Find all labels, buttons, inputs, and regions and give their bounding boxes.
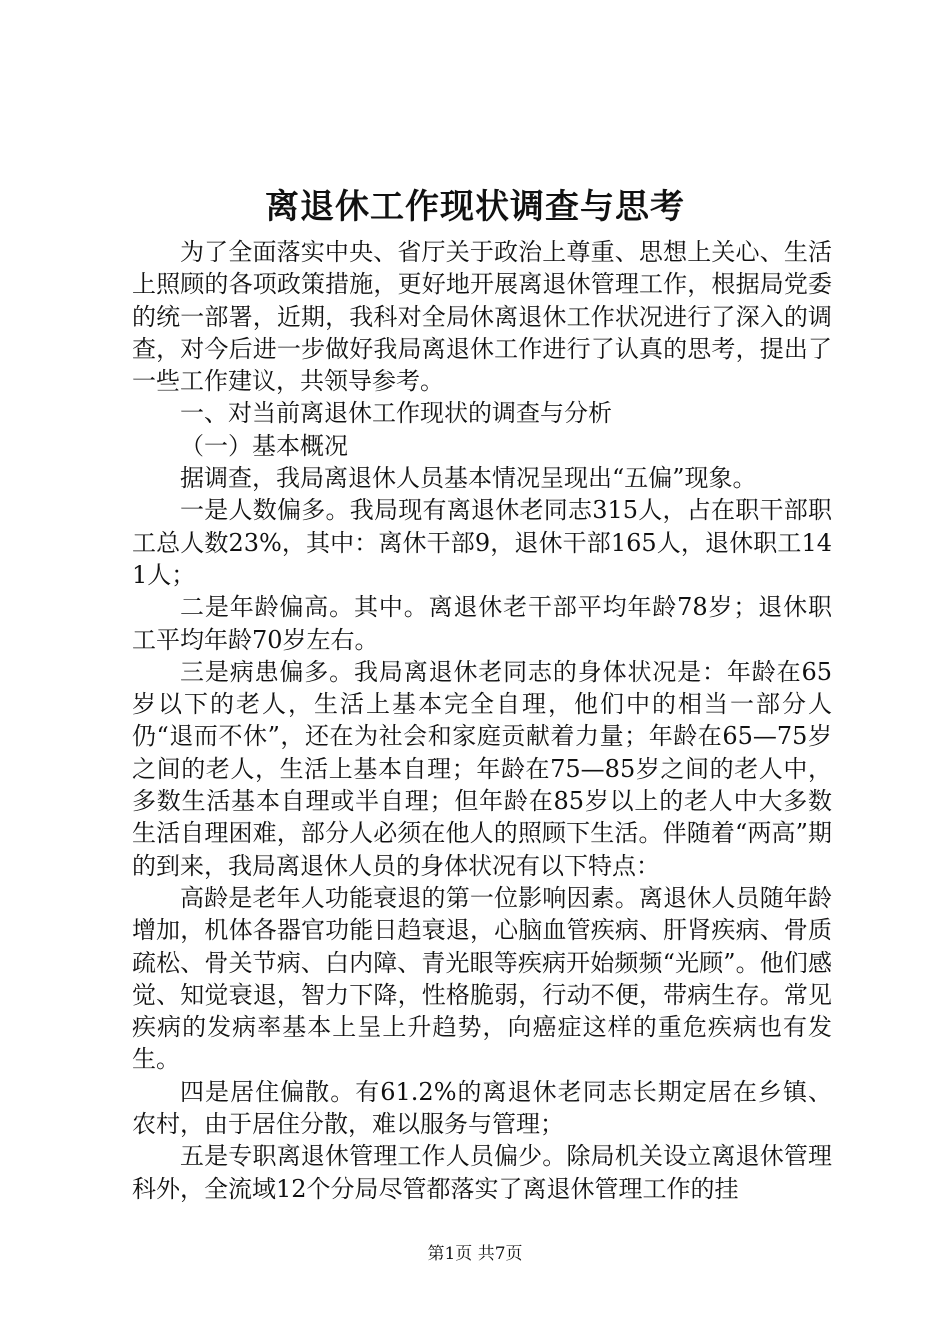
page-footer: 第1页 共7页 (427, 1244, 523, 1264)
paragraph-point-5: 五是专职离退休管理工作人员偏少。除局机关设立离退休管理科外，全流域12个分局尽管都落实了离退休管理工作的挂 (132, 1142, 832, 1203)
document-title: 离退休工作现状调查与思考 (265, 187, 685, 227)
paragraph-summary: 据调查，我局离退休人员基本情况呈现出“五偏”现象。 (180, 464, 757, 493)
paragraph-health-detail: 高龄是老年人功能衰退的第一位影响因素。离退休人员随年龄增加，机体各器官功能日趋衰退，心脑血管疾病、肝肾疾病、骨质疏松、骨关节病、白内障、青光眼等疾病开始频频“光顾”。他们感觉、知觉衰退，智力下降，性格脆弱，行动不便，带病生存。常见疾病的发病率基本上呈上升趋势，向癌症这样的重危疾病也有发生。 (132, 883, 832, 1074)
paragraph-point-1: 一是人数偏多。我局现有离退休老同志315人，占在职干部职工总人数23%，其中：离休干部9，退休干部165人，退休职工141人； (132, 496, 832, 589)
paragraph-intro: 为了全面落实中央、省厅关于政治上尊重、思想上关心、生活上照顾的各项政策措施，更好地开展离退休管理工作，根据局党委的统一部署，近期，我科对全局休离退休工作状况进行了深入的调查，对今后进一步做好我局离退休工作进行了认真的思考，提出了一些工作建议，共领导参考。 (132, 238, 832, 396)
section-heading-1: 一、对当前离退休工作现状的调查与分析 (180, 399, 612, 428)
paragraph-point-4: 四是居住偏散。有61.2%的离退休老同志长期定居在乡镇、农村，由于居住分散，难以服务与管理； (132, 1077, 832, 1139)
paragraph-point-2: 二是年龄偏高。其中。离退休老干部平均年龄78岁；退休职工平均年龄70岁左右。 (132, 593, 832, 654)
subsection-heading-1: （一）基本概况 (180, 431, 348, 460)
document-body (132, 236, 832, 1205)
paragraph-point-3: 三是病患偏多。我局离退休老同志的身体状况是：年龄在65岁以下的老人，生活上基本完全自理，他们中的相当一部分人仍“退而不休”，还在为社会和家庭贡献着力量；年龄在65—75岁之间的老人，生活上基本自理；年龄在75—85岁之间的老人中，多数生活基本自理或半自理；但年龄在85岁以上的老人中大多数生活自理困难，部分人必须在他人的照顾下生活。伴随着“两高”期的到来，我局离退休人员的身体状况有以下特点： (132, 657, 832, 880)
